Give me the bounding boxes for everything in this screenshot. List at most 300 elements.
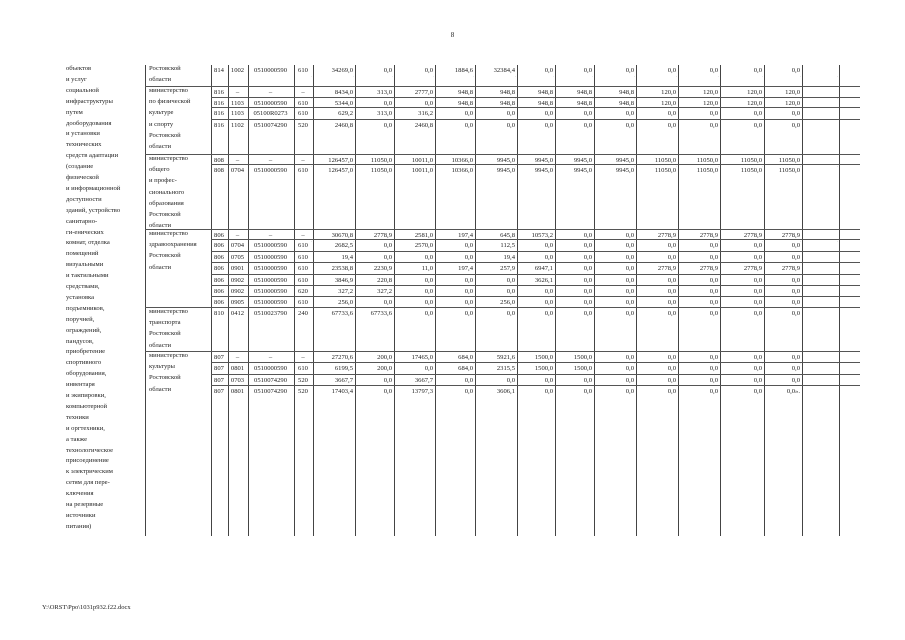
table-cell: 0,0: [424, 310, 433, 317]
table-cell: 0510023790: [254, 310, 287, 317]
table-cell: 0,0: [583, 122, 592, 129]
table-cell: 0,0: [506, 288, 515, 295]
table-cell: 0,0: [753, 388, 762, 395]
table-cell: 948,8: [458, 100, 473, 107]
table-cell: 0,0: [791, 67, 800, 74]
table-cell: 0,0: [709, 310, 718, 317]
table-cell: 120,0: [703, 89, 718, 96]
table-cell: 5921,6: [496, 354, 515, 361]
table-cell: 0,0: [583, 299, 592, 306]
table-cell: 0,0: [544, 110, 553, 117]
table-cell: 9945,0: [573, 167, 592, 174]
table-cell: 0510000590: [254, 254, 287, 261]
executor-name-line: Ростовской: [149, 374, 181, 382]
executor-name-line: и профес-: [149, 177, 177, 185]
table-cell: 814: [214, 67, 224, 74]
table-cell: 2778,9: [781, 232, 800, 239]
table-cell: –: [235, 354, 240, 361]
table-cell: –: [235, 232, 240, 239]
table-cell: 9945,0: [496, 157, 515, 164]
table-cell: 520: [298, 388, 308, 395]
table-cell: 0,0: [753, 365, 762, 372]
purpose-text-line: и тактильными: [66, 272, 109, 280]
table-cell: 0,0: [791, 110, 800, 117]
table-cell: 0,0: [709, 122, 718, 129]
executor-name-line: по физической: [149, 98, 191, 106]
table-cell: 327,2: [377, 288, 392, 295]
purpose-text-line: средствами,: [66, 283, 100, 290]
table-cell: 200,0: [377, 354, 392, 361]
table-cell: 327,2: [338, 288, 353, 295]
table-cell: –: [301, 157, 305, 164]
table-cell: 0,0: [544, 254, 553, 261]
table-cell: 2778,9: [657, 265, 676, 272]
decorative-tick: ·: [433, 164, 435, 169]
table-cell: –: [235, 89, 240, 96]
table-cell: 120,0: [785, 89, 800, 96]
table-cell: 240: [298, 310, 308, 317]
table-cell: 0705: [230, 254, 245, 261]
decorative-tick: ·: [353, 164, 355, 169]
table-cell: 0,0: [544, 122, 553, 129]
table-cell: 0,0: [753, 242, 762, 249]
table-cell: 0,0: [464, 242, 473, 249]
purpose-text-line: присоединение: [66, 457, 109, 465]
purpose-text-line: к электрическим: [66, 468, 113, 476]
table-cell: 0,0: [544, 388, 553, 395]
table-cell: 11050,0: [696, 167, 718, 174]
table-cell: 6947,1: [534, 265, 553, 272]
table-cell: 0,0: [424, 288, 433, 295]
table-cell: 0,0: [709, 377, 718, 384]
table-cell: 32384,4: [493, 67, 515, 74]
table-cell: 0,0: [791, 288, 800, 295]
table-cell: 67733,6: [331, 310, 353, 317]
table-cell: 10366,0: [451, 167, 473, 174]
purpose-text-line: социальной: [66, 86, 99, 94]
purpose-text-line: технических: [66, 141, 102, 149]
table-cell: 0,0: [424, 254, 433, 261]
table-cell: 11050,0: [740, 167, 762, 174]
decorative-tick: ·: [433, 74, 435, 79]
table-cell: 0,0: [709, 67, 718, 74]
decorative-tick: ·: [592, 96, 594, 101]
purpose-text-line: пандусов,: [66, 337, 94, 345]
table-cell: 0,0: [709, 299, 718, 306]
table-cell: 610: [298, 265, 308, 272]
purpose-text-line: путем: [66, 108, 83, 116]
table-cell: 2778,9: [373, 232, 392, 239]
decorative-tick: ·: [718, 164, 720, 169]
decorative-tick: ·: [353, 74, 355, 79]
table-cell: 0,0: [625, 299, 634, 306]
table-cell: 0,0: [625, 288, 634, 295]
table-cell: 0,0: [383, 122, 392, 129]
table-cell: 0,0: [424, 299, 433, 306]
table-cell: 0,0: [625, 388, 634, 395]
table-cell: 948,8: [577, 89, 592, 96]
decorative-tick: ·: [433, 361, 435, 366]
table-cell: –: [301, 354, 305, 361]
table-cell: 0,0: [753, 288, 762, 295]
table-cell: 0,0: [625, 354, 634, 361]
decorative-tick: ·: [837, 239, 839, 244]
decorative-tick: ·: [311, 164, 313, 169]
table-cell: 313,0: [377, 110, 392, 117]
table-cell: 112,5: [500, 242, 515, 249]
purpose-text-line: питания): [66, 522, 92, 530]
table-cell: 0,0: [667, 365, 676, 372]
table-cell: 6199,5: [334, 365, 353, 372]
purpose-text-line: (создание: [66, 163, 94, 171]
table-cell: 0,0: [753, 254, 762, 261]
table-cell: 0,0: [625, 122, 634, 129]
table-cell: 0510000590: [254, 288, 287, 295]
table-cell: 816: [214, 110, 224, 117]
table-cell: 11050,0: [654, 167, 676, 174]
table-cell: 0902: [230, 288, 245, 295]
table-cell: 0,0: [464, 254, 473, 261]
table-cell: 0,0: [753, 122, 762, 129]
table-cell: 0,0: [544, 67, 553, 74]
decorative-tick: ·: [634, 74, 636, 79]
purpose-text-line: ключения: [66, 490, 94, 498]
table-cell: 0,0: [625, 310, 634, 317]
table-cell: 1102: [231, 122, 244, 129]
row-rule: [211, 251, 860, 252]
table-cell: 610: [298, 277, 308, 284]
table-cell: 0,0: [544, 310, 553, 317]
table-cell: 0902: [230, 277, 245, 284]
table-cell: 0,0: [464, 277, 473, 284]
table-cell: 11050,0: [778, 157, 800, 164]
decorative-tick: ·: [634, 164, 636, 169]
table-cell: 0,0: [625, 67, 634, 74]
group-separator: [145, 351, 860, 352]
table-cell: 2778,9: [743, 265, 762, 272]
table-cell: 948,8: [577, 100, 592, 107]
table-cell: 0,0: [667, 277, 676, 284]
decorative-tick: ·: [676, 74, 678, 79]
purpose-text-line: объектов: [66, 65, 92, 72]
table-cell: 2778,9: [743, 232, 762, 239]
table-cell: 0,0: [753, 354, 762, 361]
table-cell: 11050,0: [740, 157, 762, 164]
table-cell: 0,0: [383, 242, 392, 249]
decorative-tick: ·: [800, 96, 802, 101]
decorative-tick: ·: [553, 239, 555, 244]
table-cell: 0,0: [791, 254, 800, 261]
decorative-tick: ·: [592, 239, 594, 244]
table-cell: 0,0: [709, 110, 718, 117]
table-cell: 610: [298, 242, 308, 249]
table-cell: 13797,3: [411, 388, 433, 395]
decorative-tick: ·: [762, 361, 764, 366]
table-cell: 2460,8: [334, 122, 353, 129]
table-cell: 0,0: [424, 100, 433, 107]
table-cell: 807: [214, 388, 224, 395]
row-rule: [211, 385, 860, 386]
decorative-tick: ·: [392, 239, 394, 244]
table-cell: 816: [214, 122, 224, 129]
table-cell: 9945,0: [615, 157, 634, 164]
table-cell: –: [268, 89, 273, 96]
purpose-text-line: источники: [66, 511, 96, 519]
purpose-text-line: инвентаря: [66, 381, 95, 389]
footer-file-path: Y:\ORST\Ppo\1031p932.f22.docx: [42, 604, 131, 611]
table-cell: 2682,5: [334, 242, 353, 249]
table-cell: 0,0: [625, 265, 634, 272]
executor-name-line: Ростовской: [149, 330, 181, 338]
purpose-text-line: и экипировки,: [66, 392, 106, 399]
executor-name-line: общего: [149, 166, 170, 174]
table-cell: 17465,0: [411, 354, 433, 361]
table-cell: 126457,0: [328, 167, 353, 174]
table-cell: –: [268, 157, 273, 164]
table-cell: –: [268, 232, 273, 239]
table-cell: 120,0: [747, 100, 762, 107]
purpose-text-line: и оргтехники,: [66, 424, 105, 432]
decorative-tick: ·: [800, 361, 802, 366]
table-cell: 0,0: [753, 310, 762, 317]
table-cell: 1002: [230, 67, 245, 74]
table-cell: 0,0: [383, 388, 392, 395]
table-cell: 806: [214, 242, 224, 249]
group-separator: [145, 154, 860, 155]
table-cell: 1884,6: [454, 67, 473, 74]
purpose-text-line: ограждений,: [66, 326, 102, 334]
row-rule: [211, 285, 860, 286]
table-cell: 0,0: [464, 122, 473, 129]
table-cell: 316,2: [418, 110, 433, 117]
purpose-text-line: а также: [66, 435, 88, 443]
executor-name-line: сионального: [149, 188, 185, 196]
purpose-text-line: комнат, отделка: [66, 239, 110, 247]
table-cell: 200,0: [377, 365, 392, 372]
table-cell: 0,0: [583, 277, 592, 284]
table-cell: 0,0: [753, 299, 762, 306]
purpose-text-line: инфраструктуры: [66, 97, 113, 105]
decorative-tick: ·: [515, 96, 517, 101]
table-cell: 3667,7: [334, 377, 353, 384]
table-cell: 0,0: [583, 265, 592, 272]
purpose-text-line: средств адаптации: [66, 152, 119, 160]
table-cell: 2778,9: [657, 232, 676, 239]
table-cell: 0905: [230, 299, 245, 306]
table-cell: 2778,9: [699, 232, 718, 239]
decorative-tick: ·: [392, 361, 394, 366]
table-cell: 610: [298, 100, 308, 107]
table-cell: 9945,0: [534, 157, 553, 164]
decorative-tick: ·: [762, 239, 764, 244]
table-cell: 10011,0: [411, 167, 433, 174]
table-cell: 0510000590: [254, 167, 287, 174]
table-cell: 0,0: [424, 365, 433, 372]
decorative-tick: ·: [676, 164, 678, 169]
row-rule: [211, 296, 860, 297]
table-cell: –: [301, 232, 305, 239]
table-cell: 11050,0: [778, 167, 800, 174]
table-cell: 816: [214, 89, 224, 96]
table-cell: 0510074290: [254, 377, 287, 384]
decorative-tick: ·: [762, 96, 764, 101]
table-cell: 05100R0273: [253, 110, 288, 117]
table-cell: 610: [298, 67, 308, 74]
table-cell: 806: [214, 299, 224, 306]
table-cell: 1103: [231, 110, 244, 117]
table-cell: 10573,2: [531, 232, 553, 239]
executor-name-line: культуры: [149, 363, 175, 371]
table-cell: 0,0: [583, 110, 592, 117]
column-rule: [802, 65, 803, 536]
decorative-tick: ·: [473, 96, 475, 101]
table-cell: 610: [298, 365, 308, 372]
decorative-tick: ·: [634, 96, 636, 101]
table-cell: 120,0: [747, 89, 762, 96]
table-cell: 0,0: [544, 377, 553, 384]
table-cell: 0,0: [583, 310, 592, 317]
table-cell: 0,0: [506, 110, 515, 117]
table-cell: 0,0: [583, 377, 592, 384]
decorative-tick: ·: [392, 164, 394, 169]
table-cell: 0,0: [791, 299, 800, 306]
table-cell: 948,8: [458, 89, 473, 96]
purpose-text-line: зданий, устройство: [66, 206, 121, 214]
table-cell: 610: [298, 110, 308, 117]
budget-table: [42, 65, 860, 536]
executor-name-line: министерство: [149, 230, 188, 237]
table-cell: 620: [298, 288, 308, 295]
table-cell: 2778,9: [699, 265, 718, 272]
executor-name-line: области: [149, 222, 172, 230]
table-cell: 313,0: [377, 89, 392, 96]
table-cell: 9945,0: [534, 167, 553, 174]
purpose-text-line: техники: [66, 413, 89, 421]
table-cell: 0,0: [583, 388, 592, 395]
table-cell: 0,0: [506, 122, 515, 129]
decorative-tick: ·: [353, 239, 355, 244]
table-cell: 0,0: [625, 365, 634, 372]
table-cell: 0,0: [464, 288, 473, 295]
table-cell: 256,0: [338, 299, 353, 306]
table-cell: 0704: [230, 242, 245, 249]
table-cell: 0,0: [709, 354, 718, 361]
table-cell: 0,0: [625, 277, 634, 284]
table-cell: 0,0: [667, 67, 676, 74]
table-cell: 9945,0: [496, 167, 515, 174]
decorative-tick: ·: [473, 361, 475, 366]
row-rule: [211, 119, 860, 120]
table-cell: 0,0: [383, 254, 392, 261]
table-cell: 0,0: [583, 288, 592, 295]
table-cell: 0,0: [625, 232, 634, 239]
table-cell: 0510000590: [254, 265, 287, 272]
table-cell: 0,0: [583, 242, 592, 249]
executor-name-line: министерство: [149, 87, 188, 94]
table-cell: 0,0: [791, 122, 800, 129]
table-cell: 67733,6: [370, 310, 392, 317]
decorative-tick: ·: [592, 361, 594, 366]
executor-name-line: области: [149, 341, 172, 349]
row-rule: [211, 374, 860, 375]
table-cell: 948,8: [500, 100, 515, 107]
table-cell: 3667,7: [414, 377, 433, 384]
table-cell: 19,4: [341, 254, 353, 261]
table-cell: 0,0: [667, 254, 676, 261]
table-cell: 0,0: [667, 310, 676, 317]
table-cell: 2230,9: [373, 265, 392, 272]
purpose-text-line: и услуг: [66, 75, 87, 83]
table-cell: 806: [214, 232, 224, 239]
decorative-tick: ·: [718, 74, 720, 79]
decorative-tick: ·: [515, 239, 517, 244]
table-cell: 126457,0: [328, 157, 353, 164]
purpose-text-line: санитарно-: [66, 217, 98, 225]
table-cell: 1500,0: [534, 365, 553, 372]
table-cell: 3606,1: [496, 388, 515, 395]
table-cell: 9945,0: [573, 157, 592, 164]
table-cell: 0704: [230, 167, 245, 174]
decorative-tick: ·: [473, 239, 475, 244]
table-cell: 0,0: [383, 377, 392, 384]
table-cell: 0,0: [625, 377, 634, 384]
table-cell: 684,0: [458, 365, 473, 372]
table-cell: 3626,1: [534, 277, 553, 284]
table-cell: 0,0: [753, 277, 762, 284]
table-cell: 0,0: [506, 377, 515, 384]
table-cell: 120,0: [661, 100, 676, 107]
table-cell: 0,0: [709, 242, 718, 249]
table-cell: 0801: [230, 388, 245, 395]
column-rule: [839, 65, 840, 536]
table-cell: 1500,0: [573, 354, 592, 361]
table-cell: 11050,0: [370, 167, 392, 174]
decorative-tick: ·: [837, 361, 839, 366]
table-cell: 1500,0: [534, 354, 553, 361]
table-cell: 0,0: [583, 67, 592, 74]
purpose-text-line: на резервные: [66, 501, 104, 508]
table-cell: 0,0: [667, 299, 676, 306]
table-cell: 0,0: [464, 388, 473, 395]
table-cell: 2315,5: [496, 365, 515, 372]
table-cell: 807: [214, 365, 224, 372]
table-cell: 0,0: [667, 242, 676, 249]
table-cell: 2570,0: [414, 242, 433, 249]
table-cell: 0,0: [464, 299, 473, 306]
decorative-tick: ·: [311, 74, 313, 79]
table-cell: 1103: [231, 100, 244, 107]
decorative-tick: ·: [353, 361, 355, 366]
executor-name-line: культуре: [149, 109, 174, 117]
decorative-tick: ·: [553, 96, 555, 101]
table-cell: 806: [214, 254, 224, 261]
decorative-tick: ·: [634, 361, 636, 366]
table-cell: 34269,0: [331, 67, 353, 74]
table-cell: 0412: [230, 310, 245, 317]
purpose-text-line: и информационной: [66, 184, 121, 192]
table-cell: 0510000590: [254, 242, 287, 249]
table-cell: 684,0: [458, 354, 473, 361]
table-cell: 0,0: [667, 288, 676, 295]
table-cell: 0901: [230, 265, 245, 272]
table-cell: 1500,0: [573, 365, 592, 372]
table-cell: 0510000590: [254, 67, 287, 74]
table-cell: 8434,0: [334, 89, 353, 96]
decorative-tick: ·: [433, 239, 435, 244]
decorative-tick: ·: [592, 164, 594, 169]
table-cell: 19,4: [503, 254, 515, 261]
table-cell: 610: [298, 254, 308, 261]
